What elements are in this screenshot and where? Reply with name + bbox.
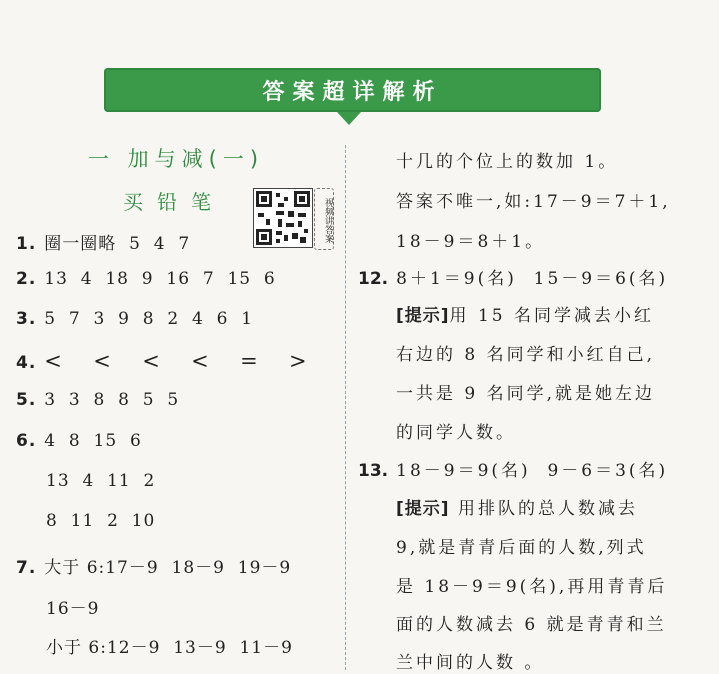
explanation-line — [396, 533, 647, 558]
column-divider — [345, 145, 346, 670]
explanation-text: 用 15 名同学减去小红 — [449, 306, 654, 326]
answer-line — [46, 511, 155, 531]
answer-text: 3 3 8 8 5 5 — [44, 390, 180, 410]
explanation-text: 用排队的总人数减去 — [449, 499, 638, 519]
explanation-line — [396, 494, 638, 519]
answer-line — [16, 269, 276, 289]
explanation-line — [358, 264, 668, 289]
question-number: 5. — [16, 390, 37, 410]
answer-text: 圈一圈略 5 4 7 — [44, 234, 191, 254]
answer-text: 小于 6:12－9 13－9 11－9 — [46, 638, 293, 658]
explanation-text: 9,就是青青后面的人数,列式 — [396, 538, 647, 558]
explanation-line — [396, 572, 667, 597]
answer-line — [16, 431, 142, 451]
question-number: 12. — [358, 269, 389, 289]
answer-line — [16, 229, 190, 254]
answer-line — [16, 553, 291, 578]
question-number: 3. — [16, 309, 37, 329]
explanation-text: 的同学人数。 — [396, 423, 516, 443]
explanation-line — [396, 648, 544, 673]
question-number: 13. — [358, 461, 389, 481]
question-number: 4. — [16, 353, 37, 373]
explanation-line — [396, 301, 654, 326]
banner-title: 答案超详解析 — [262, 80, 443, 105]
qr-code-icon[interactable] — [253, 188, 313, 248]
explanation-line — [396, 187, 671, 212]
hint-label: [提示] — [396, 306, 450, 326]
question-number: 6. — [16, 431, 37, 451]
answer-text: 大于 6:17－9 18－9 19－9 — [44, 558, 292, 578]
explanation-text: 十几的个位上的数加 1。 — [396, 152, 619, 172]
question-number: 7. — [16, 558, 37, 578]
question-number: 1. — [16, 234, 37, 254]
answer-text: 13 4 18 9 16 7 15 6 — [44, 269, 276, 289]
explanation-line — [358, 456, 668, 481]
answer-line — [46, 594, 99, 619]
explanation-text: 18－9＝9(名) 9－6＝3(名) — [396, 461, 669, 481]
answer-text: 8 11 2 10 — [46, 511, 156, 531]
answer-line — [16, 349, 313, 373]
explanation-text: 答案不唯一,如:17－9＝7＋1, — [396, 192, 671, 212]
hint-label: [提示] — [396, 499, 450, 519]
explanation-text: 兰中间的人数 。 — [396, 653, 545, 673]
explanation-line — [396, 340, 655, 365]
explanation-text: 是 18－9＝9(名),再用青青后 — [396, 577, 668, 597]
question-number: 2. — [16, 269, 37, 289]
answer-line — [16, 390, 179, 410]
answer-line — [16, 309, 253, 329]
explanation-line — [396, 418, 516, 443]
explanation-line — [396, 147, 618, 172]
section-subtitle: 买铅笔 — [123, 190, 225, 214]
header-banner — [104, 68, 601, 112]
explanation-text: 右边的 8 名同学和小红自己, — [396, 345, 656, 365]
answer-text: 16－9 — [46, 599, 100, 619]
explanation-text: 面的人数减去 6 就是青青和兰 — [396, 615, 667, 635]
answer-line — [46, 471, 155, 491]
explanation-line — [396, 227, 545, 252]
answer-text: 5 7 3 9 8 2 4 6 1 — [44, 309, 254, 329]
banner-pointer — [337, 112, 361, 125]
answer-text: 13 4 11 2 — [46, 471, 156, 491]
explanation-text: 8＋1＝9(名) 15－9＝6(名) — [396, 269, 669, 289]
explanation-line — [396, 379, 655, 404]
answer-text: < < < < = > — [44, 349, 313, 373]
explanation-text: 18－9＝8＋1。 — [396, 232, 546, 252]
section-title: 一 加与减(一) — [88, 147, 265, 171]
explanation-text: 一共是 9 名同学,就是她左边 — [396, 384, 656, 404]
answer-line — [46, 633, 293, 658]
qr-label: 视频讲答案 — [314, 188, 334, 250]
explanation-line — [396, 610, 667, 635]
answer-text: 4 8 15 6 — [44, 431, 142, 451]
